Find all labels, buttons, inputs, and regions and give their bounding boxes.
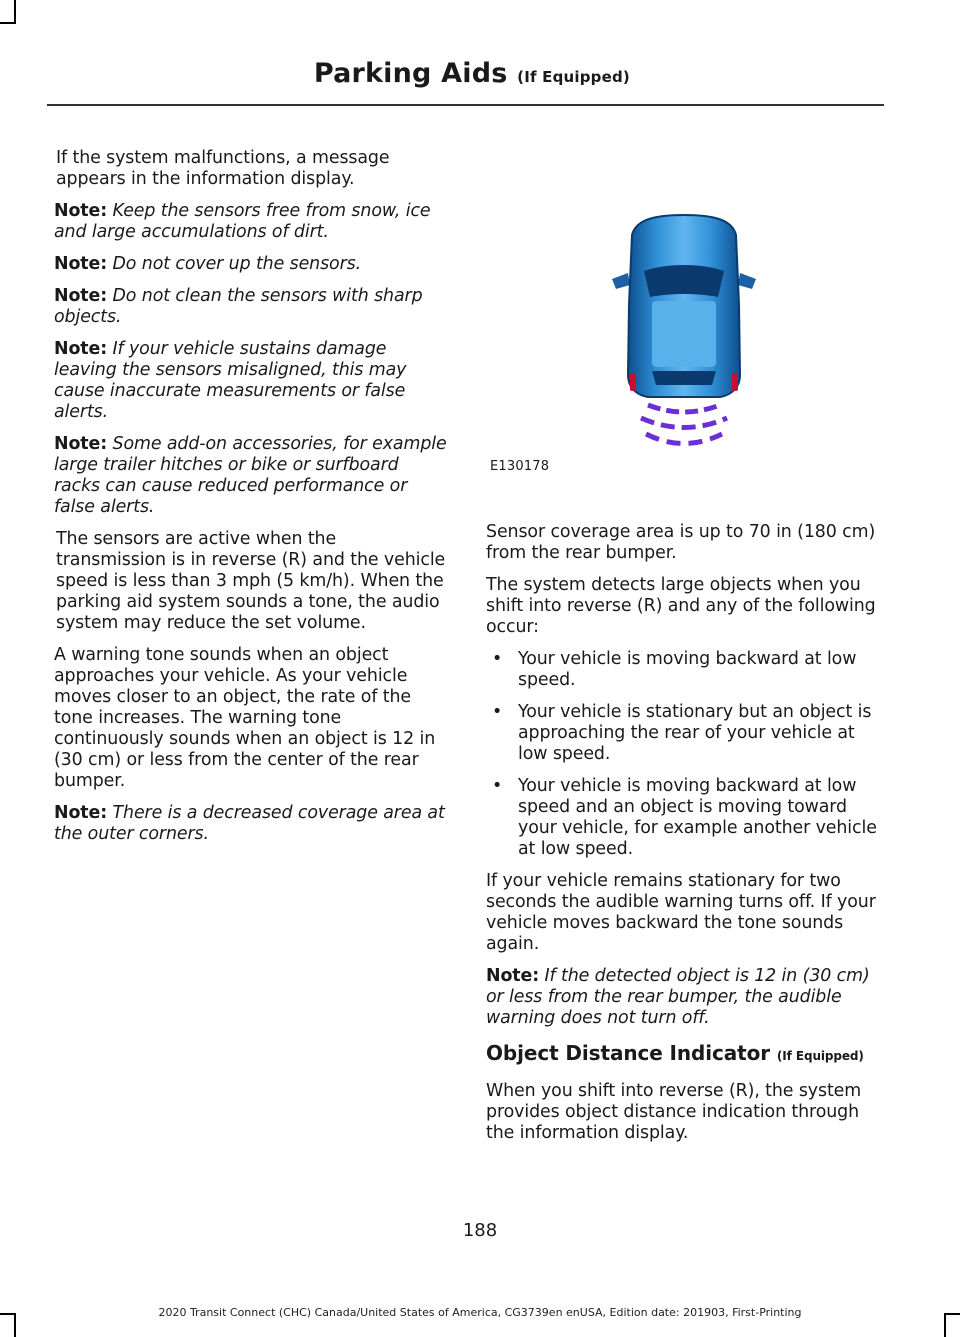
list-item xyxy=(486,702,882,765)
list-item xyxy=(486,649,882,691)
crop-mark xyxy=(14,0,16,22)
note-text: Some add-on accessories, for example large trailer hitches or bike or surfboard racks can cause reduced performance or false alerts. xyxy=(54,434,447,517)
car-top-view-illustration xyxy=(486,205,882,455)
list-item xyxy=(486,776,882,860)
bullet-glyph: • xyxy=(492,702,503,722)
note xyxy=(54,803,450,845)
list-item-text: Your vehicle is moving backward at low speed. xyxy=(518,649,857,690)
rear-sensor-figure xyxy=(486,205,882,480)
crop-mark xyxy=(0,22,16,24)
note-label: Note: xyxy=(54,339,108,359)
roof xyxy=(652,301,716,367)
left-mirror xyxy=(612,273,630,289)
paragraph: If your vehicle remains stationary for two seconds the audible warning turns off. If your vehicle moves backward the tone sounds again. xyxy=(486,871,876,954)
bullet-glyph: • xyxy=(492,776,503,796)
bullet-list xyxy=(486,649,882,860)
note xyxy=(54,286,450,328)
section-heading-suffix: (If Equipped) xyxy=(776,1049,864,1063)
paragraph: Sensor coverage area is up to 70 in (180 cm) from the rear bumper. xyxy=(486,522,876,563)
paragraph: When you shift into reverse (R), the system provides object distance indication through the information display. xyxy=(486,1081,862,1143)
note xyxy=(54,254,450,275)
note-label: Note: xyxy=(486,966,540,986)
windshield xyxy=(644,265,724,297)
header-rule xyxy=(47,104,884,106)
note-text: Keep the sensors free from snow, ice and large accumulations of dirt. xyxy=(54,201,431,242)
note-label: Note: xyxy=(54,254,108,274)
left-column xyxy=(54,148,450,856)
page-title-suffix: (If Equipped) xyxy=(517,68,630,86)
note xyxy=(486,966,882,1029)
page-title xyxy=(314,58,630,89)
note-label: Note: xyxy=(54,201,108,221)
note-text: There is a decreased coverage area at the outer corners. xyxy=(54,803,445,844)
note-text: If your vehicle sustains damage leaving the sensors misaligned, this may cause inaccurate measurements or false alerts. xyxy=(54,339,407,422)
notes-list xyxy=(54,201,450,518)
section-heading xyxy=(486,1043,882,1067)
figure-code: E130178 xyxy=(490,459,550,474)
paragraph: The sensors are active when the transmission is in reverse (R) and the vehicle speed is less than 3 mph (5 km/h). When the parking aid system sounds a tone, the audio system may reduce the set volume. xyxy=(56,529,446,633)
note-text: Do not clean the sensors with sharp objects. xyxy=(54,286,423,327)
note-text: Do not cover up the sensors. xyxy=(112,254,362,274)
paragraph: If the system malfunctions, a message appears in the information display. xyxy=(56,148,390,189)
right-column xyxy=(486,522,882,1155)
paragraph: A warning tone sounds when an object approaches your vehicle. As your vehicle moves closer to an object, the rate of the tone increases. The warning tone continuously sounds when an object is 12 in (30 cm) or less from the center of the rear bumper. xyxy=(54,645,436,791)
note-label: Note: xyxy=(54,286,108,306)
section-heading-main: Object Distance Indicator xyxy=(486,1041,771,1065)
note xyxy=(54,434,450,518)
right-tail-light xyxy=(732,373,738,391)
right-mirror xyxy=(738,273,756,289)
page-number: 188 xyxy=(462,1220,498,1241)
note-label: Note: xyxy=(54,803,108,823)
footer-text: 2020 Transit Connect (CHC) Canada/United States of America, CG3739en enUSA, Edition date: 201903, First-Printing xyxy=(158,1306,802,1319)
rear-window xyxy=(652,371,716,385)
note-label: Note: xyxy=(54,434,108,454)
paragraph: The system detects large objects when you shift into reverse (R) and any of the following occur: xyxy=(486,575,876,637)
page-title-main: Parking Aids xyxy=(313,58,508,89)
note-text: If the detected object is 12 in (30 cm) or less from the rear bumper, the audible warning does not turn off. xyxy=(486,966,870,1028)
left-tail-light xyxy=(630,373,636,391)
note xyxy=(54,201,450,243)
sensor-waves xyxy=(641,405,727,444)
bullet-glyph: • xyxy=(492,649,503,669)
list-item-text: Your vehicle is stationary but an object is approaching the rear of your vehicle at low speed. xyxy=(518,702,872,764)
list-item-text: Your vehicle is moving backward at low speed and an object is moving toward your vehicle, for example another vehicle at low speed. xyxy=(518,776,877,859)
note xyxy=(54,339,450,423)
